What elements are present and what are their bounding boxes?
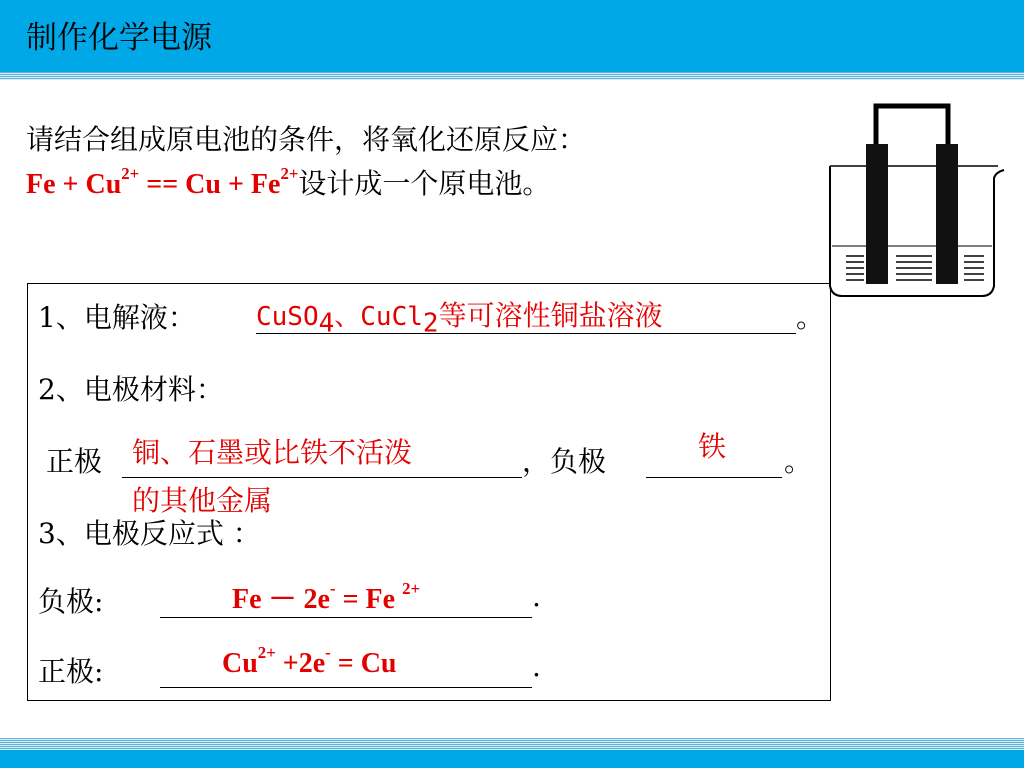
q2-label: 2、电极材料：	[38, 373, 224, 406]
neg-eq-sup-1: -	[329, 578, 336, 598]
pos-eq-label: 正极:	[38, 655, 104, 688]
q1-label: 1、电解液：	[38, 301, 196, 334]
footer-stripe	[0, 738, 1024, 750]
neg-answer: 铁	[698, 430, 727, 463]
intro-line-1: 请结合组成原电池的条件，将氧化还原反应：	[26, 123, 587, 156]
pos-eq-sup-2: -	[325, 642, 331, 662]
q1-ans-a-sub: 4	[318, 308, 335, 339]
left-electrode	[866, 144, 888, 284]
neg-blank	[646, 477, 782, 478]
title-bar-stripe	[0, 72, 1024, 80]
pos-blank	[122, 477, 522, 478]
pos-eq-answer	[222, 642, 397, 680]
q1-end: 。	[796, 301, 825, 334]
equation	[26, 163, 299, 200]
q3-label: 3、电极反应式 ：	[38, 517, 261, 550]
eq-part-2: == Cu + Fe	[139, 169, 281, 200]
q1-ans-c: 等可溶性铜盐溶液	[438, 299, 663, 332]
intro-text	[26, 118, 586, 207]
eq-charge-1: 2+	[121, 163, 140, 183]
pos-eq-part-2: +2e	[275, 648, 326, 679]
intro-line-2	[26, 162, 586, 207]
neg-eq-part-2: = Fe	[335, 584, 403, 615]
q1-ans-b-sub: 2	[422, 308, 439, 339]
neg-eq-label: 负极:	[38, 585, 104, 618]
eq-charge-2: 2+	[280, 163, 299, 183]
galvanic-cell-diagram	[822, 96, 1006, 300]
footer-bar	[0, 750, 1024, 768]
neg-eq-part-1: Fe － 2e	[232, 584, 330, 615]
q1-answer	[256, 294, 663, 339]
slide-title: 制作化学电源	[26, 20, 212, 56]
q1-ans-a: CuSO	[256, 302, 319, 332]
neg-label: ，负极	[522, 445, 607, 478]
neg-eq-end: .	[532, 580, 541, 613]
eq-part-1: Fe + Cu	[26, 169, 122, 200]
pos-eq-part-3: = Cu	[330, 648, 397, 679]
pos-answer-line-2: 的其他金属	[132, 484, 273, 517]
q2-end: 。	[784, 445, 813, 478]
pos-label: 正极	[46, 445, 103, 478]
pos-eq-blank	[160, 687, 532, 688]
neg-eq-blank	[160, 617, 532, 618]
q1-ans-b: 、CuCl	[334, 302, 423, 332]
pos-answer-line-1: 铜、石墨或比铁不活泼	[132, 436, 413, 469]
pos-eq-part-1: Cu	[222, 648, 258, 679]
pos-eq-sup-1: 2+	[257, 642, 276, 662]
pos-eq-end: .	[532, 650, 541, 683]
intro-tail: 设计成一个原电池。	[298, 167, 551, 200]
neg-eq-answer	[232, 577, 420, 617]
right-electrode	[936, 144, 958, 284]
neg-eq-sup-2: 2+	[402, 578, 421, 598]
